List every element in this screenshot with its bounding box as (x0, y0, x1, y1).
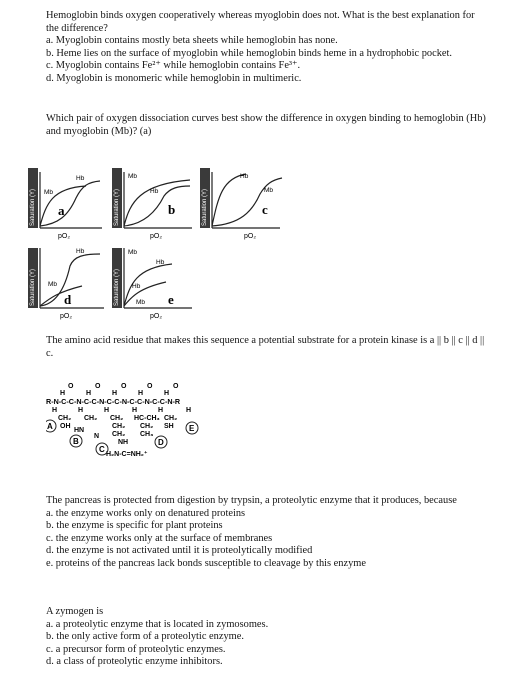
question-4-option-b: b. the enzyme is specific for plant proteins (46, 520, 223, 532)
question-5-option-a: a. a proteolytic enzyme that is located in zymosomes. (46, 618, 269, 630)
peptide-structure (46, 380, 346, 480)
graph-panel-d (28, 244, 112, 320)
question-5-stem: A zymogen is (46, 606, 104, 617)
panel-c-top-label: Hb (240, 173, 249, 180)
svg-text:O: O (147, 383, 153, 390)
svg-text:CH₂: CH₂ (140, 423, 154, 430)
svg-text:H: H (52, 407, 58, 414)
panel-a-letter: a (58, 203, 65, 218)
svg-text:O: O (68, 383, 74, 390)
residue-label-c (96, 443, 108, 455)
question-4-option-e: e. proteins of the pancreas lack bonds susceptible to cleavage by this enzyme (46, 557, 366, 569)
question-1-option-c: c. Myoglobin contains Fe²⁺ while hemoglobin contains Fe³⁺. (46, 60, 301, 72)
question-5-option-d: d. a class of proteolytic enzyme inhibitors. (46, 656, 223, 668)
svg-text:H: H (86, 390, 92, 397)
svg-text:Saturation (Y): Saturation (Y) (202, 188, 208, 226)
svg-text:SH: SH (164, 423, 174, 430)
svg-text:H: H (164, 390, 170, 397)
panel-e-low-label: Hb (132, 283, 141, 290)
question-3 (46, 335, 486, 360)
svg-text:Saturation (Y): Saturation (Y) (30, 188, 36, 226)
panel-d-top-label: Hb (76, 248, 85, 255)
question-1-option-d: d. Myoglobin is monomeric while hemoglobin in multimeric. (46, 72, 302, 84)
panel-e-mid-label: Hb (156, 259, 165, 266)
graph-panel-c (200, 168, 288, 240)
question-5-option-c: c. a precursor form of proteolytic enzymes. (46, 643, 226, 655)
question-4-option-c: c. the enzyme works only at the surface of membranes (46, 532, 273, 544)
svg-text:HN: HN (74, 427, 85, 434)
svg-text:H₂N-C=NH₂⁺: H₂N-C=NH₂⁺ (106, 451, 148, 458)
panel-e-top-label: Mb (128, 249, 138, 256)
svg-text:CH₃: CH₃ (140, 431, 154, 438)
svg-text:H: H (186, 407, 192, 414)
svg-text:CH₂: CH₂ (58, 415, 72, 422)
svg-text:B: B (73, 437, 79, 446)
svg-text:H: H (132, 407, 138, 414)
panel-c-letter: c (262, 202, 268, 217)
panel-c-mid-label: Mb (264, 187, 274, 194)
svg-text:H: H (60, 390, 66, 397)
question-2 (46, 113, 486, 138)
svg-text:Saturation (Y): Saturation (Y) (114, 268, 120, 306)
question-4-option-d: d. the enzyme is not activated until it is proteolytically modified (46, 545, 313, 557)
svg-text:HC-CH₃: HC-CH₃ (134, 415, 160, 422)
svg-text:O: O (95, 383, 101, 390)
svg-text:H: H (138, 390, 144, 397)
panel-a-xlabel: pO₂ (58, 233, 71, 240)
svg-text:Saturation (Y): Saturation (Y) (30, 268, 36, 306)
svg-text:E: E (189, 424, 195, 433)
graph-panel-e (112, 244, 200, 320)
panel-b-mid-label: Hb (150, 188, 159, 195)
svg-text:H: H (104, 407, 110, 414)
question-1 (46, 10, 486, 86)
question-1-option-b: b. Heme lies on the surface of myoglobin while hemoglobin binds heme in a hydrophobic pocket. (46, 47, 453, 59)
question-4-option-a: a. the enzyme works only on denatured proteins (46, 507, 246, 519)
question-3-stem: The amino acid residue that makes this sequence a potential substrate for a protein kinase is a || b || c || d || c. (46, 335, 485, 359)
svg-text:CH₂: CH₂ (164, 415, 178, 422)
svg-text:NH: NH (118, 439, 129, 446)
question-1-option-a: a. Myoglobin contains mostly beta sheets while hemoglobin has none. (46, 35, 338, 47)
svg-text:H: H (112, 390, 118, 397)
panel-c-xlabel: pO₂ (244, 233, 257, 240)
residue-label-b (70, 435, 82, 447)
svg-text:CH₂: CH₂ (110, 415, 124, 422)
panel-b-top-label: Mb (128, 173, 138, 180)
panel-b-letter: b (168, 202, 176, 217)
question-5-option-b: b. the only active form of a proteolytic enzyme. (46, 631, 244, 643)
svg-text:C: C (99, 445, 105, 454)
svg-text:D: D (158, 438, 164, 447)
svg-text:O: O (121, 383, 127, 390)
panel-b-xlabel: pO₂ (150, 233, 163, 240)
svg-text:Saturation (Y): Saturation (Y) (114, 188, 120, 226)
svg-text:H: H (158, 407, 164, 414)
svg-text:CH₂: CH₂ (84, 415, 98, 422)
panel-e-letter: e (168, 292, 174, 307)
panel-e-xlabel: pO₂ (150, 313, 163, 320)
panel-a-mid-label: Mb (44, 189, 54, 196)
question-4-stem: The pancreas is protected from digestion by trypsin, a proteolytic enzyme that it produces, because (46, 495, 457, 506)
panel-a-top-label: Hb (76, 175, 85, 182)
graph-panel-b (112, 168, 200, 240)
question-5 (46, 606, 486, 669)
panel-d-mid-label: Mb (48, 281, 58, 288)
svg-text:CH₂: CH₂ (112, 423, 126, 430)
panel-d-xlabel: pO₂ (60, 313, 73, 320)
svg-text:A: A (47, 422, 53, 431)
graph-panel-a (28, 168, 110, 240)
residue-label-e (186, 422, 198, 434)
svg-text:OH: OH (60, 423, 71, 430)
residue-label-a (46, 420, 56, 432)
panel-e-low2-label: Mb (136, 299, 146, 306)
svg-text:H: H (78, 407, 84, 414)
question-2-stem: Which pair of oxygen dissociation curves best show the difference in oxygen binding to hemoglobin (Hb) and myoglobin (Mb)? (a) (46, 113, 486, 137)
question-1-stem: Hemoglobin binds oxygen cooperatively whereas myoglobin does not. What is the best explanation for the difference? (46, 10, 475, 34)
question-4 (46, 495, 486, 571)
svg-text:CH₂: CH₂ (112, 431, 126, 438)
svg-text:N: N (94, 433, 100, 440)
residue-label-d (155, 436, 167, 448)
svg-text:O: O (173, 383, 179, 390)
panel-d-letter: d (64, 292, 72, 307)
peptide-backbone: R-N-C-C-N-C-C-N-C-C-N-C-C-N-C-C-N-R (46, 397, 181, 406)
